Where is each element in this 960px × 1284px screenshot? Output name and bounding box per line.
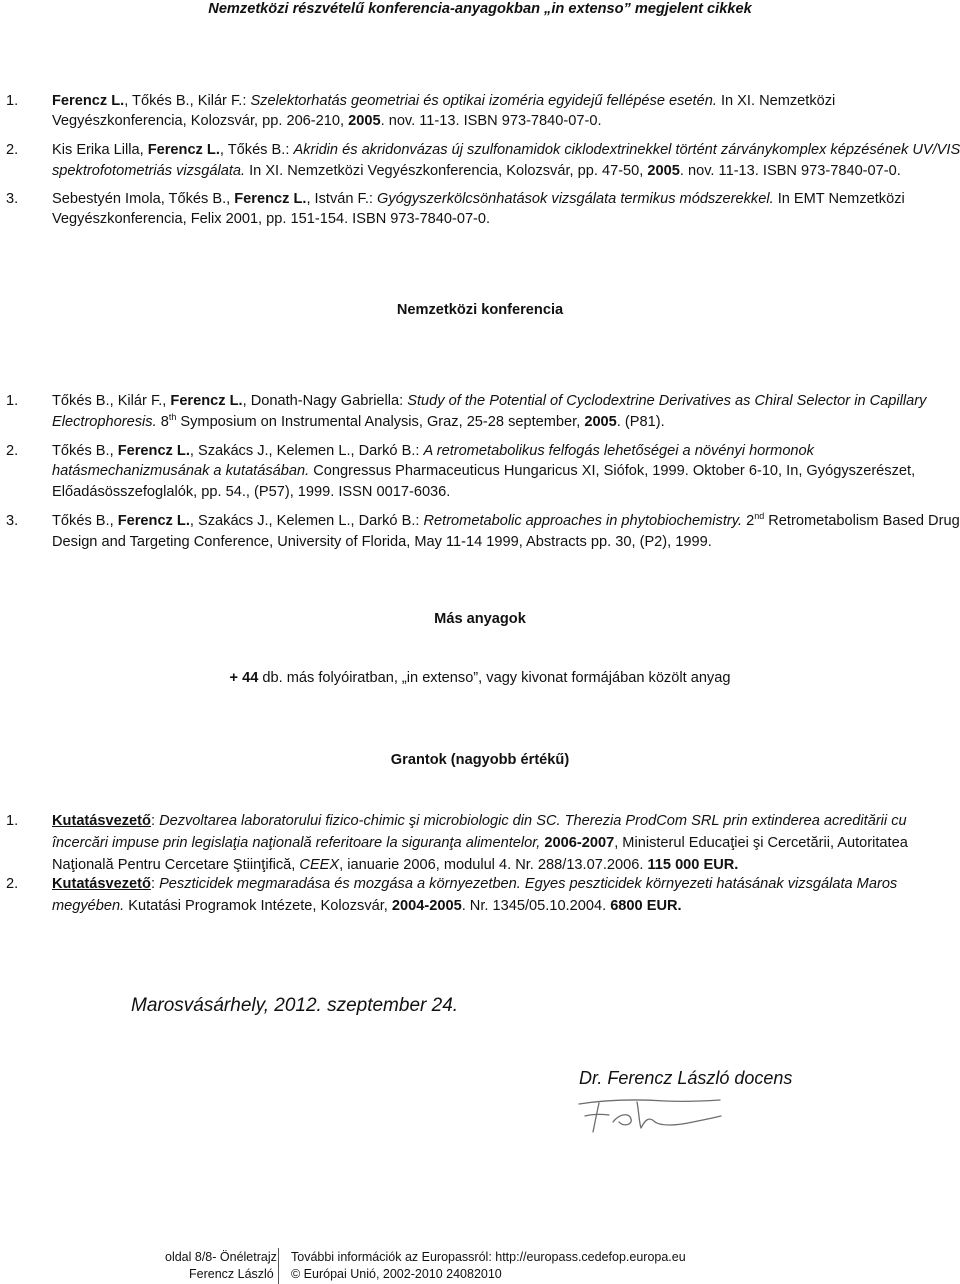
- item-line: Előadásösszefoglalók, pp. 54., (P57), 1999. ISSN 0017-6036.: [52, 484, 451, 500]
- item-number: 2.: [6, 142, 19, 158]
- item-line: Ferencz L., Tőkés B., Kilár F.: Szelektorhatás geometriai és optikai izoméria egyidejű fellépése esetén. In XI. Nemzetközi: [52, 93, 836, 109]
- footer-copyright: © Európai Unió, 2002-2010 24082010: [291, 1267, 502, 1281]
- item-line: spektrofotometriás vizsgálata. In XI. Nemzetközi Vegyészkonferencia, Kolozsvár, pp. 47-50, 2005. nov. 11-13. ISBN 973-7840-07-0.: [52, 163, 901, 179]
- item-line: Electrophoresis. 8th Symposium on Instrumental Analysis, Graz, 25-28 september, 2005. (P81).: [52, 412, 665, 430]
- item-line: Kis Erika Lilla, Ferencz L., Tőkés B.: Akridin és akridonvázas új szulfonamidok ciklodextrinekkel történt zárványkomplex képzésének UV/VIS: [52, 142, 960, 158]
- page-title: Nemzetközi részvételű konferencia-anyagokban „in extenso” megjelent cikkek: [208, 1, 752, 17]
- item-number: 2.: [6, 876, 19, 892]
- item-number: 1.: [6, 813, 19, 829]
- item-line: Vegyészkonferencia, Felix 2001, pp. 151-154. ISBN 973-7840-07-0.: [52, 211, 491, 227]
- footer-europass-link[interactable]: További információk az Europassról: http://europass.cedefop.europa.eu: [291, 1250, 686, 1264]
- section-heading-conference: Nemzetközi konferencia: [396, 302, 564, 318]
- item-number: 1.: [6, 393, 19, 409]
- other-materials-line: + 44 db. más folyóiratban, „in extenso”, vagy kivonat formájában közölt anyag: [229, 670, 731, 686]
- section-heading-grants: Grantok (nagyobb értékű): [390, 752, 570, 768]
- footer-divider: [278, 1248, 279, 1284]
- item-line: Vegyészkonferencia, Kolozsvár, pp. 206-210, 2005. nov. 11-13. ISBN 973-7840-07-0.: [52, 113, 602, 129]
- section-heading-other: Más anyagok: [434, 611, 526, 627]
- grant-text: Kutatásvezető: Dezvoltarea laboratorului fizico-chimic şi microbiologic din SC. Therezia ProdCom SRL prin extinderea acreditării cu încercări impuse prin legislaţia naţională referitoare la siguranţa alimentelor, 2006-2007, Ministerul Educaţiei şi Cercetării, Autoritatea Naţională Pentru Cercetare Ştiinţifică, CEEX, ianuarie 2006, modulul 4. Nr. 288/13.07.2006. 115 000 EUR.: [52, 813, 908, 873]
- footer-page-info: oldal 8/8- Önéletrajz: [165, 1250, 277, 1264]
- item-number: 3.: [6, 191, 19, 207]
- item-line: Sebestyén Imola, Tőkés B., Ferencz L., István F.: Gyógyszerkölcsönhatások vizsgálata termikus módszerekkel. In EMT Nemzetközi: [52, 191, 905, 207]
- item-line: hatásmechanizmusának a kutatásában. Congressus Pharmaceuticus Hungaricus XI, Siófok, 1999. Oktober 6-10, In, Gyógyszerészet,: [52, 463, 916, 479]
- item-number: 1.: [6, 93, 19, 109]
- item-number: 2.: [6, 443, 19, 459]
- item-line: Tőkés B., Ferencz L., Szakács J., Kelemen L., Darkó B.: Retrometabolic approaches in phytobiochemistry. 2nd Retrometabolism Based Drug: [52, 511, 960, 529]
- handwritten-signature: [575, 1092, 725, 1138]
- signer-name: Dr. Ferencz László docens: [579, 1068, 793, 1088]
- item-line: Tőkés B., Kilár F., Ferencz L., Donath-Nagy Gabriella: Study of the Potential of Cyclodextrine Derivatives as Chiral Selector in Capillary: [52, 393, 927, 409]
- item-line: Design and Targeting Conference, University of Florida, May 11-14 1999, Abstracts pp. 30, (P2), 1999.: [52, 534, 712, 550]
- place-date: Marosvásárhely, 2012. szeptember 24.: [131, 995, 459, 1016]
- footer-author: Ferencz László: [189, 1267, 274, 1281]
- item-line: Tőkés B., Ferencz L., Szakács J., Kelemen L., Darkó B.: A retrometabolikus felfogás lehetőségei a növényi hormonok: [52, 443, 814, 459]
- grant-text: Kutatásvezető: Peszticidek megmaradása és mozgása a környezetben. Egyes peszticidek környezeti hatásának vizsgálata Maros megyében. Kutatási Programok Intézete, Kolozsvár, 2004-2005. Nr. 1345/05.10.2004. 6800 EUR.: [52, 876, 898, 914]
- item-number: 3.: [6, 513, 19, 529]
